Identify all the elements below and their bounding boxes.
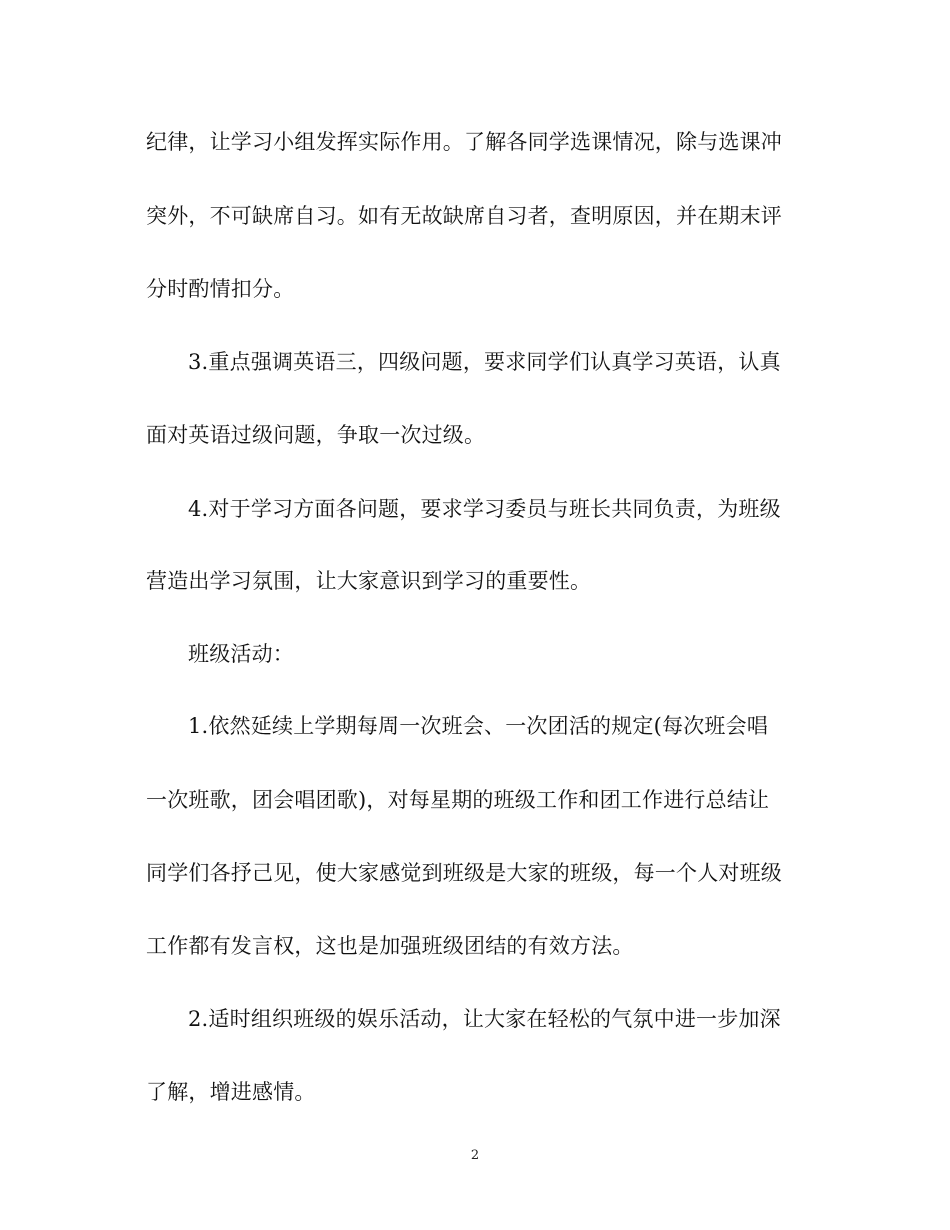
paragraph-line: 同学们各抒己见，使大家感觉到班级是大家的班级，每一个人对班级: [146, 861, 782, 885]
paragraph-line: 了解，增进感情。: [146, 1080, 316, 1104]
paragraph-line: 突外，不可缺席自习。如有无故缺席自习者，查明原因，并在期末评: [146, 204, 782, 228]
paragraph-line: 纪律，让学习小组发挥实际作用。了解各同学选课情况，除与选课冲: [146, 130, 782, 154]
paragraph-line: 4.对于学习方面各问题，要求学习委员与班长共同负责，为班级: [188, 497, 781, 521]
paragraph-line: 面对英语过级问题，争取一次过级。: [146, 423, 486, 447]
paragraph-line: 3.重点强调英语三，四级问题，要求同学们认真学习英语，认真: [188, 350, 781, 374]
paragraph-line: 一次班歌，团会唱团歌)，对每星期的班级工作和团工作进行总结让: [146, 788, 770, 812]
page-number: 2: [470, 1148, 480, 1163]
paragraph-line: 1.依然延续上学期每周一次班会、一次团活的规定(每次班会唱: [188, 714, 769, 738]
paragraph-line: 分时酌情扣分。: [146, 277, 295, 301]
paragraph-line: 工作都有发言权，这也是加强班级团结的有效方法。: [146, 934, 634, 958]
paragraph-line: 2.适时组织班级的娱乐活动，让大家在轻松的气氛中进一步加深: [188, 1007, 781, 1031]
paragraph-line: 营造出学习氛围，让大家意识到学习的重要性。: [146, 569, 592, 593]
section-heading: 班级活动：: [188, 642, 294, 666]
